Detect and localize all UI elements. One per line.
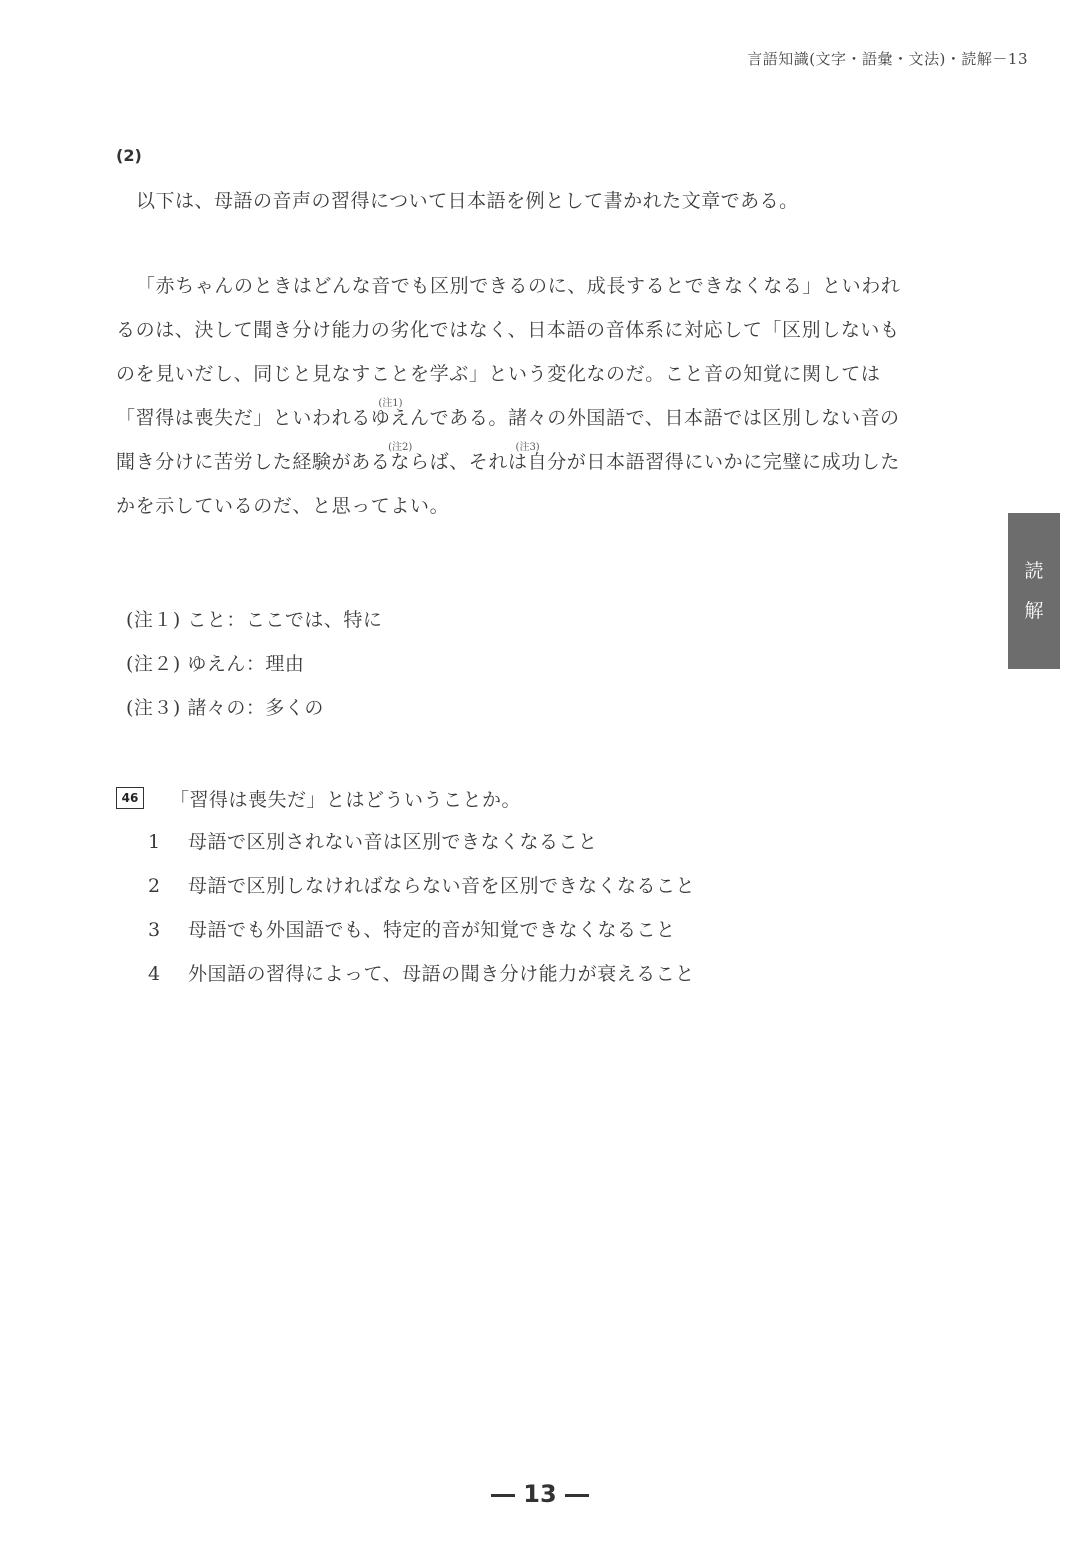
passage-line: かを示しているのだ、と思ってよい。 bbox=[116, 495, 450, 517]
annotated-word bbox=[508, 396, 548, 453]
section-side-tab bbox=[1008, 513, 1060, 669]
note-mark: (注3) bbox=[515, 442, 540, 453]
question-block bbox=[116, 776, 695, 996]
reading-passage bbox=[116, 264, 946, 528]
note-item: (注１) こと：ここでは、特に bbox=[126, 609, 383, 631]
page-number: ― 13 ― bbox=[490, 1480, 590, 1508]
question-stem bbox=[116, 776, 695, 820]
note-mark: (注2) bbox=[388, 442, 413, 453]
passage-line: 「赤ちゃんのときはどんな音でも区別できるのに、成長するとできなくなる」といわれ bbox=[136, 275, 901, 297]
option-text: 母語で区別されない音は区別できなくなること bbox=[188, 831, 598, 853]
option-number: 2 bbox=[148, 875, 161, 897]
question-number: 46 bbox=[116, 787, 144, 809]
intro-text: 以下は、母語の音声の習得について日本語を例として書かれた文章である。 bbox=[136, 190, 799, 212]
passage-line: るのは、決して聞き分け能力の劣化ではなく、日本語の音体系に対応して「区別しないも bbox=[116, 319, 900, 341]
section-label: (2) bbox=[116, 146, 142, 165]
option-number: 1 bbox=[148, 831, 161, 853]
answer-option[interactable] bbox=[148, 864, 695, 908]
annotated-word-text: こと bbox=[370, 363, 411, 385]
answer-options bbox=[148, 820, 695, 996]
option-text: 外国語の習得によって、母語の聞き分け能力が衰えること bbox=[188, 963, 695, 985]
note-item: (注２) ゆえん：理由 bbox=[126, 653, 305, 675]
passage-line bbox=[116, 396, 946, 453]
question-text: 「習得は喪失だ」とはどういうことか。 bbox=[170, 788, 522, 811]
vocabulary-notes bbox=[126, 598, 382, 730]
annotated-word bbox=[370, 352, 411, 409]
option-text: 母語で区別しなければならない音を区別できなくなること bbox=[188, 875, 696, 897]
note-mark: (注1) bbox=[378, 398, 403, 409]
option-text: 母語でも外国語でも、特定的音が知覚できなくなること bbox=[188, 919, 676, 941]
passage-text: を学ぶ」という変化なのだ。こと音の知覚に関しては bbox=[410, 363, 881, 385]
annotated-word-text: 諸々 bbox=[508, 407, 548, 429]
passage-text: である。 bbox=[429, 407, 509, 429]
note-item: (注３) 諸々の：多くの bbox=[126, 697, 324, 719]
passage-text: の外国語で、日本語では区別しない音の bbox=[547, 407, 900, 429]
annotated-word bbox=[370, 396, 430, 453]
passage-line: 聞き分けに苦労した経験があるならば、それは自分が日本語習得にいかに完璧に成功した bbox=[116, 451, 901, 473]
side-tab-char: 解 bbox=[1024, 600, 1044, 622]
passage-line bbox=[116, 352, 946, 409]
option-number: 4 bbox=[148, 963, 161, 985]
passage-text: 「習得は喪失だ」といわれる bbox=[116, 407, 371, 429]
side-tab-char: 読 bbox=[1024, 560, 1044, 582]
answer-option[interactable] bbox=[148, 952, 695, 996]
option-number: 3 bbox=[148, 919, 161, 941]
annotated-word-text: ゆえん bbox=[370, 407, 430, 429]
answer-option[interactable] bbox=[148, 908, 695, 952]
passage-text: のを見いだし、同じと見なす bbox=[116, 363, 371, 385]
answer-option[interactable] bbox=[148, 820, 695, 864]
running-header: 言語知識(文字・語彙・文法)・読解－13 bbox=[747, 50, 1028, 68]
